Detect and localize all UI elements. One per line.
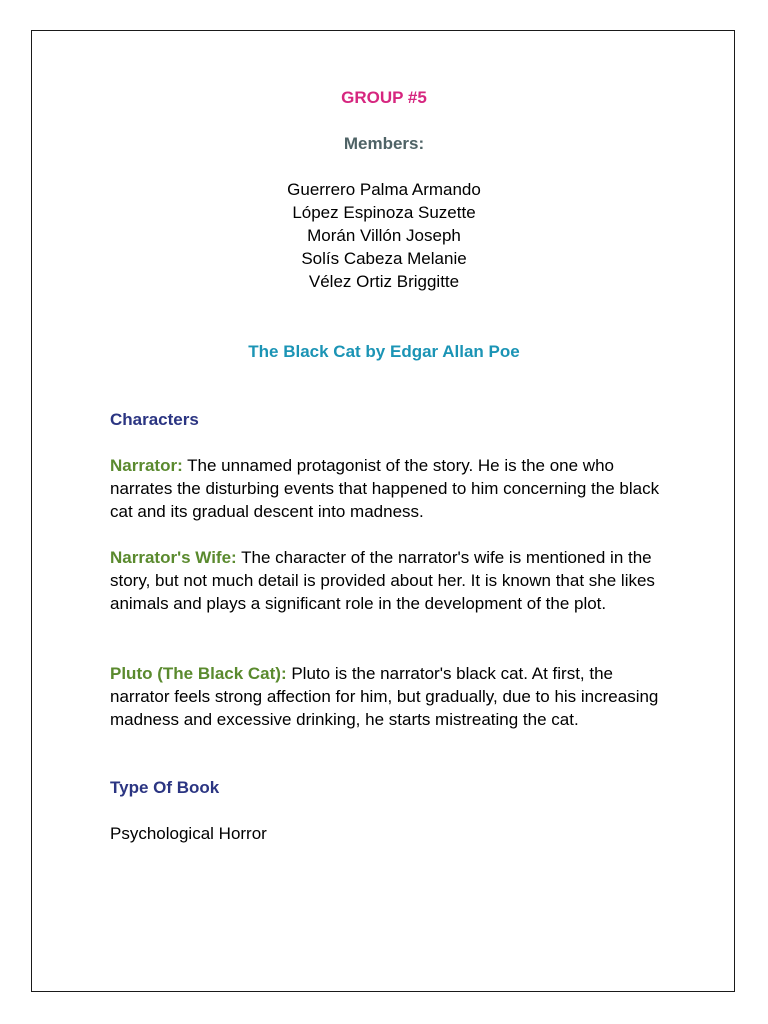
members-label: Members: — [343, 134, 425, 153]
character-narrator — [110, 454, 670, 523]
character-name: Narrator: — [110, 456, 183, 475]
characters-heading: Characters — [110, 410, 199, 429]
type-of-book-value: Psychological Horror — [110, 824, 267, 843]
member-name: Vélez Ortiz Briggitte — [308, 272, 460, 291]
type-of-book-heading: Type Of Book — [110, 778, 220, 797]
character-description: Pluto is the narrator's black cat. At first, the narrator feels strong affection for him, but gradually, due to his increasing madness and excessive drinking, he starts mistreating the cat. — [110, 664, 659, 729]
member-name: Morán Villón Joseph — [307, 226, 461, 245]
character-pluto — [110, 662, 670, 731]
member-name: Guerrero Palma Armando — [287, 180, 481, 199]
character-name: Pluto (The Black Cat): — [110, 664, 287, 683]
members-list — [0, 178, 768, 293]
character-wife — [110, 546, 670, 615]
character-description: The unnamed protagonist of the story. He is the one who narrates the disturbing events that happened to him concerning the black cat and its gradual descent into madness. — [110, 456, 660, 521]
group-title: GROUP #5 — [341, 88, 427, 107]
character-name: Narrator's Wife: — [110, 548, 237, 567]
member-name: Solís Cabeza Melanie — [301, 249, 467, 268]
book-title: The Black Cat by Edgar Allan Poe — [248, 342, 520, 361]
character-description: The character of the narrator's wife is mentioned in the story, but not much detail is provided about her. It is known that she likes animals and plays a significant role in the development of the plot. — [110, 548, 655, 613]
member-name: López Espinoza Suzette — [292, 203, 476, 222]
